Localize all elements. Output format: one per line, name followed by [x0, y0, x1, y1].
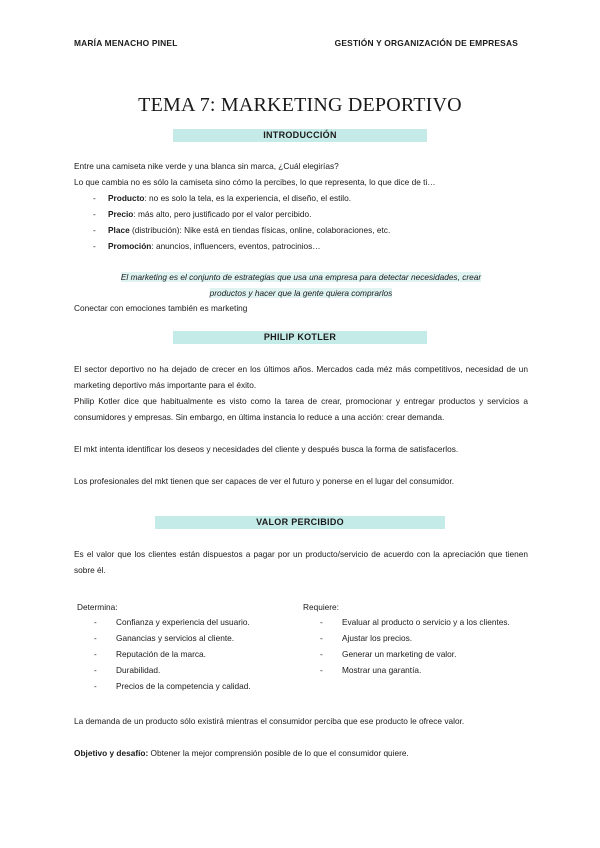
intro-list — [74, 190, 528, 254]
section-heading-kotler: PHILIP KOTLER — [173, 331, 427, 344]
list-item-term: Place — [108, 225, 130, 235]
determina-list — [74, 614, 296, 694]
list-item-term: Promoción — [108, 241, 152, 251]
list-item-term: Precio — [108, 209, 134, 219]
requiere-label: Requiere: — [303, 602, 339, 612]
list-item-text: : más alto, pero justificado por el valor percibido. — [133, 209, 312, 219]
header-author: MARÍA MENACHO PINEL — [74, 38, 178, 48]
kotler-paragraph-4: Los profesionales del mkt tienen que ser capaces de ver el futuro y ponerse en el lugar del consumidor. — [74, 476, 455, 486]
list-item-term: Producto — [108, 193, 145, 203]
valor-paragraph-1: Es el valor que los clientes están dispuestos a pagar por un producto/servicio de acuerdo con la apreciación que tienen sobre él. — [74, 549, 528, 575]
marketing-quote — [74, 269, 528, 301]
list-item: - Evaluar al producto o servicio y a los clientes. — [300, 614, 528, 630]
quote-line-2: productos y hacer que la gente quiera comprarlos — [209, 288, 393, 298]
section-heading-introduccion: INTRODUCCIÓN — [173, 129, 427, 142]
intro-closing: Conectar con emociones también es marketing — [74, 303, 248, 313]
kotler-paragraph-1: El sector deportivo no ha dejado de crecer en los últimos años. Mercados cada méz más competitivos, necesidad de un marketing deportivo más importante para el éxito. — [74, 364, 528, 390]
objetivo-label: Objetivo y desafío: — [74, 748, 149, 758]
requiere-list — [300, 614, 528, 678]
section-heading-valor: VALOR PERCIBIDO — [155, 516, 445, 529]
kotler-paragraph-3: El mkt intenta identificar los deseos y necesidades del cliente y después busca la forma de satisfacerlos. — [74, 444, 459, 454]
list-item — [74, 222, 528, 238]
list-item-text: (distribución): Nike está en tiendas físicas, online, colaboraciones, etc. — [129, 225, 391, 235]
intro-line-1: Entre una camiseta nike verde y una blanca sin marca, ¿Cuál elegirías? — [74, 161, 339, 171]
objetivo-paragraph — [74, 745, 528, 761]
list-item-text: : no es solo la tela, es la experiencia, el diseño, el estilo. — [144, 193, 352, 203]
determina-label: Determina: — [77, 602, 118, 612]
quote-line-1: El marketing es el conjunto de estrategias que usa una empresa para detectar necesidades, crear — [120, 272, 482, 282]
page-title: TEMA 7: MARKETING DEPORTIVO — [138, 94, 462, 116]
list-item: - Durabilidad. — [74, 662, 296, 678]
list-item — [74, 206, 528, 222]
list-item: - Reputación de la marca. — [74, 646, 296, 662]
list-item — [74, 238, 528, 254]
objetivo-text: Obtener la mejor comprensión posible de lo que el consumidor quiere. — [148, 748, 409, 758]
list-item: - Ganancias y servicios al cliente. — [74, 630, 296, 646]
demanda-paragraph: La demanda de un producto sólo existirá mientras el consumidor perciba que ese producto le ofrece valor. — [74, 716, 465, 726]
list-item: - Mostrar una garantía. — [300, 662, 528, 678]
kotler-paragraph-2: Philip Kotler dice que habitualmente es visto como la tarea de crear, promocionar y entregar productos y servicios a consumidores y empresas. Sin embargo, en última instancia lo reduce a una acción: crear demanda. — [74, 396, 528, 422]
list-item — [74, 190, 528, 206]
list-item: - Ajustar los precios. — [300, 630, 528, 646]
list-item: - Precios de la competencia y calidad. — [74, 678, 296, 694]
list-item-text: : anuncios, influencers, eventos, patrocinios… — [151, 241, 321, 251]
header-subject: GESTIÓN Y ORGANIZACIÓN DE EMPRESAS — [334, 38, 518, 48]
intro-line-2: Lo que cambia no es sólo la camiseta sino cómo la percibes, lo que representa, lo que dice de ti… — [74, 177, 436, 187]
list-item: - Generar un marketing de valor. — [300, 646, 528, 662]
list-item: - Confianza y experiencia del usuario. — [74, 614, 296, 630]
